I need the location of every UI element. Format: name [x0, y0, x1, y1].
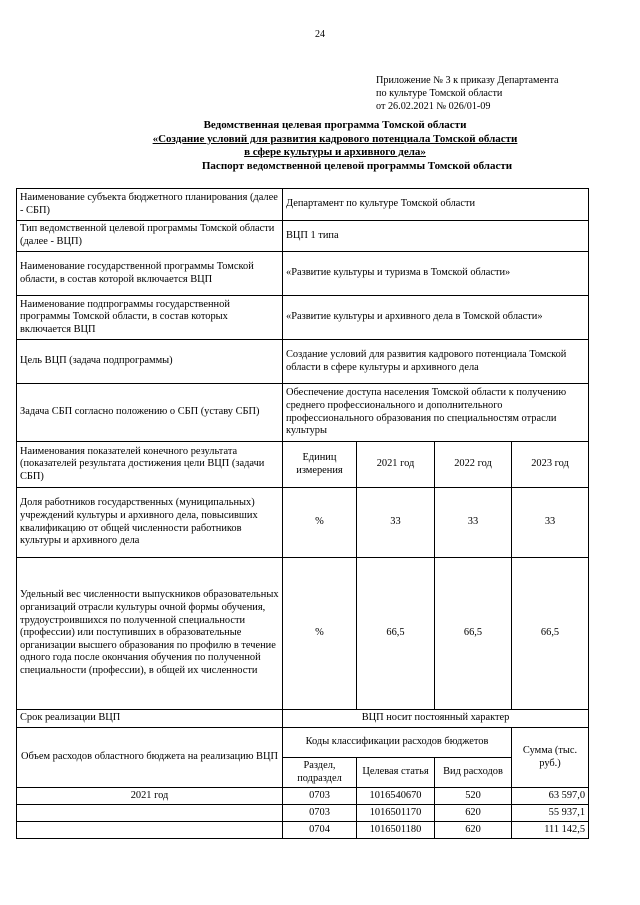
budget-header-row: [17, 728, 589, 758]
budget-sum: 55 937,1: [512, 805, 589, 822]
row-subject: [17, 189, 589, 221]
budget-year-empty: [17, 805, 283, 822]
row-type: [17, 221, 589, 252]
subject-label: Наименование субъекта бюджетного планирования (далее - СБП): [17, 189, 283, 221]
budget-row: [17, 788, 589, 805]
indicators-header-row: [17, 442, 589, 488]
goal-value: Создание условий для развития кадрового потенциала Томской области в сфере культуры и архивного дела: [283, 340, 589, 384]
indicator-value-2021: 33: [357, 488, 435, 558]
type-label: Тип ведомственной целевой программы Томской области (далее - ВЦП): [17, 221, 283, 252]
passport-table: [16, 188, 589, 839]
task-label: Задача СБП согласно положению о СБП (уставу СБП): [17, 384, 283, 442]
type-value: ВЦП 1 типа: [283, 221, 589, 252]
document-title: [60, 119, 610, 173]
appendix-line-1: Приложение № 3 к приказу Департамента: [376, 75, 559, 86]
budget-type: 620: [435, 822, 512, 839]
budget-sum: 111 142,5: [512, 822, 589, 839]
budget-label: Объем расходов областного бюджета на реализацию ВЦП: [17, 728, 283, 788]
year-header-3: 2023 год: [512, 442, 589, 488]
indicator-unit: %: [283, 488, 357, 558]
type-header: Вид расходов: [435, 758, 512, 788]
row-state-program: [17, 252, 589, 296]
indicator-name: Доля работников государственных (муниципальных) учреждений культуры и архивного дела, повысивших квалификацию от общей численности работников культуры и архивного дела: [17, 488, 283, 558]
subprogram-value: «Развитие культуры и архивного дела в Томской области»: [283, 296, 589, 340]
term-value: ВЦП носит постоянный характер: [283, 710, 589, 728]
row-task: [17, 384, 589, 442]
appendix-line-2: по культуре Томской области: [376, 88, 503, 99]
budget-sum: 63 597,0: [512, 788, 589, 805]
budget-section: 0703: [283, 788, 357, 805]
title-line-1: Ведомственная целевая программа Томской области: [203, 119, 467, 131]
budget-type: 620: [435, 805, 512, 822]
section-header: Раздел, подраздел: [283, 758, 357, 788]
row-term: [17, 710, 589, 728]
page-number: 24: [315, 29, 325, 40]
budget-row: [17, 805, 589, 822]
state-program-value: «Развитие культуры и туризма в Томской области»: [283, 252, 589, 296]
budget-section: 0703: [283, 805, 357, 822]
indicator-row: [17, 558, 589, 710]
budget-row: [17, 822, 589, 839]
target-header: Целевая статья: [357, 758, 435, 788]
indicator-value-2021: 66,5: [357, 558, 435, 710]
indicator-unit: %: [283, 558, 357, 710]
budget-target: 1016501180: [357, 822, 435, 839]
year-header-2: 2022 год: [435, 442, 512, 488]
state-program-label: Наименование государственной программы Томской области, в состав которой включается ВЦП: [17, 252, 283, 296]
indicator-row: [17, 488, 589, 558]
task-value: Обеспечение доступа населения Томской области к получению среднего профессионального и дополнительного профессионального образования по специальностям отрасли культуры: [283, 384, 589, 442]
indicator-value-2022: 66,5: [435, 558, 512, 710]
row-goal: [17, 340, 589, 384]
term-label: Срок реализации ВЦП: [17, 710, 283, 728]
appendix-note: [376, 74, 559, 113]
year-header-1: 2021 год: [357, 442, 435, 488]
unit-header: Единиц измерения: [283, 442, 357, 488]
budget-target: 1016540670: [357, 788, 435, 805]
row-subprogram: [17, 296, 589, 340]
title-line-3: в сфере культуры и архивного дела»: [244, 146, 426, 158]
budget-target: 1016501170: [357, 805, 435, 822]
appendix-line-3: от 26.02.2021 № 026/01-09: [376, 101, 491, 112]
indicator-value-2023: 66,5: [512, 558, 589, 710]
indicator-value-2023: 33: [512, 488, 589, 558]
budget-year-empty: [17, 822, 283, 839]
budget-year: 2021 год: [17, 788, 283, 805]
title-line-4: Паспорт ведомственной целевой программы Томской области: [201, 159, 513, 172]
goal-label: Цель ВЦП (задача подпрограммы): [17, 340, 283, 384]
indicator-name: Удельный вес численности выпускников образовательных организаций отрасли культуры очной формы обучения, трудоустроившихся по полученной специальности (профессии) или поступивших в образовательные организации высшего образования по профилю в течение одного года после окончания обучения по полученной специальности (профессии), в общей их численности: [17, 558, 283, 710]
indicators-header-label: Наименования показателей конечного результата (показателей результата достижения цели ВЦП (задачи СБП): [17, 442, 283, 488]
indicator-value-2022: 33: [435, 488, 512, 558]
codes-header: Коды классификации расходов бюджетов: [283, 728, 512, 758]
subprogram-label: Наименование подпрограммы государственной программы Томской области, в состав которых включается ВЦП: [17, 296, 283, 340]
budget-type: 520: [435, 788, 512, 805]
budget-section: 0704: [283, 822, 357, 839]
title-line-2: «Создание условий для развития кадрового потенциала Томской области: [152, 132, 518, 145]
sum-header: Сумма (тыс. руб.): [512, 728, 589, 788]
subject-value: Департамент по культуре Томской области: [283, 189, 589, 221]
